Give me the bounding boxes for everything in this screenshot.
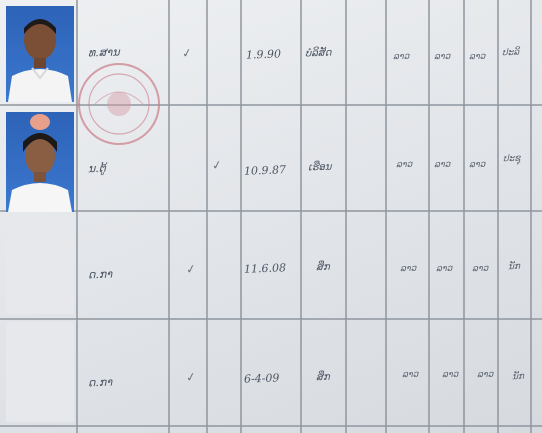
photo-man [6, 6, 74, 102]
name-cell: ນ.ຕູ້ [87, 161, 107, 176]
grid-line [240, 0, 242, 433]
grid-line [463, 0, 465, 433]
photo-empty [6, 214, 74, 314]
religion-cell: ລາວ [468, 159, 486, 171]
status-cell: ນັກ [507, 261, 521, 273]
portrait-woman-icon [6, 112, 74, 212]
birth-date-cell: 6-4-09 [243, 371, 280, 386]
ethnicity-cell: ລາວ [399, 263, 417, 275]
religion-cell: ລາວ [471, 263, 489, 275]
nationality-cell: ລາວ [435, 263, 453, 275]
grid-line [300, 0, 302, 433]
grid-line [428, 0, 430, 433]
ethnicity-cell: ລາວ [392, 51, 410, 63]
name-cell: ດ.ກາ [87, 375, 113, 390]
religion-cell: ລາວ [468, 51, 486, 63]
name-cell: ທ.ສານ [87, 45, 120, 60]
check-mark: ✓ [184, 369, 198, 385]
official-stamp-icon [75, 60, 163, 148]
check-mark: ✓ [180, 45, 194, 61]
status-cell: ປະລິ [501, 47, 520, 59]
grid-line [168, 0, 170, 433]
birth-date-cell: 11.6.08 [243, 261, 287, 276]
check-mark: ✓ [184, 261, 198, 277]
occupation-cell: ສຶກ [315, 371, 330, 384]
photo-woman [6, 112, 74, 212]
ethnicity-cell: ລາວ [395, 159, 413, 171]
status-cell: ນັກ [511, 371, 525, 383]
name-cell: ດ.ກາ [87, 267, 113, 282]
ethnicity-cell: ລາວ [401, 369, 419, 381]
nationality-cell: ລາວ [433, 51, 451, 63]
nationality-cell: ລາວ [433, 159, 451, 171]
grid-line [530, 0, 532, 433]
grid-line [0, 425, 542, 427]
grid-line [0, 210, 542, 212]
birth-date-cell: 10.9.87 [243, 163, 287, 178]
grid-line [345, 0, 347, 433]
photo-empty [6, 322, 74, 422]
occupation-cell: ເຮືອນ [307, 161, 332, 174]
grid-line [497, 0, 499, 433]
nationality-cell: ລາວ [441, 369, 459, 381]
occupation-cell: ບໍລິສັດ [304, 47, 332, 60]
check-mark: ✓ [210, 157, 224, 173]
portrait-man-icon [6, 6, 74, 102]
grid-line [385, 0, 387, 433]
grid-line [0, 318, 542, 320]
religion-cell: ລາວ [476, 369, 494, 381]
status-cell: ປະຊຸ [502, 153, 521, 165]
grid-line [206, 0, 208, 433]
occupation-cell: ສຶກ [315, 261, 330, 274]
birth-date-cell: 1.9.90 [245, 47, 282, 62]
